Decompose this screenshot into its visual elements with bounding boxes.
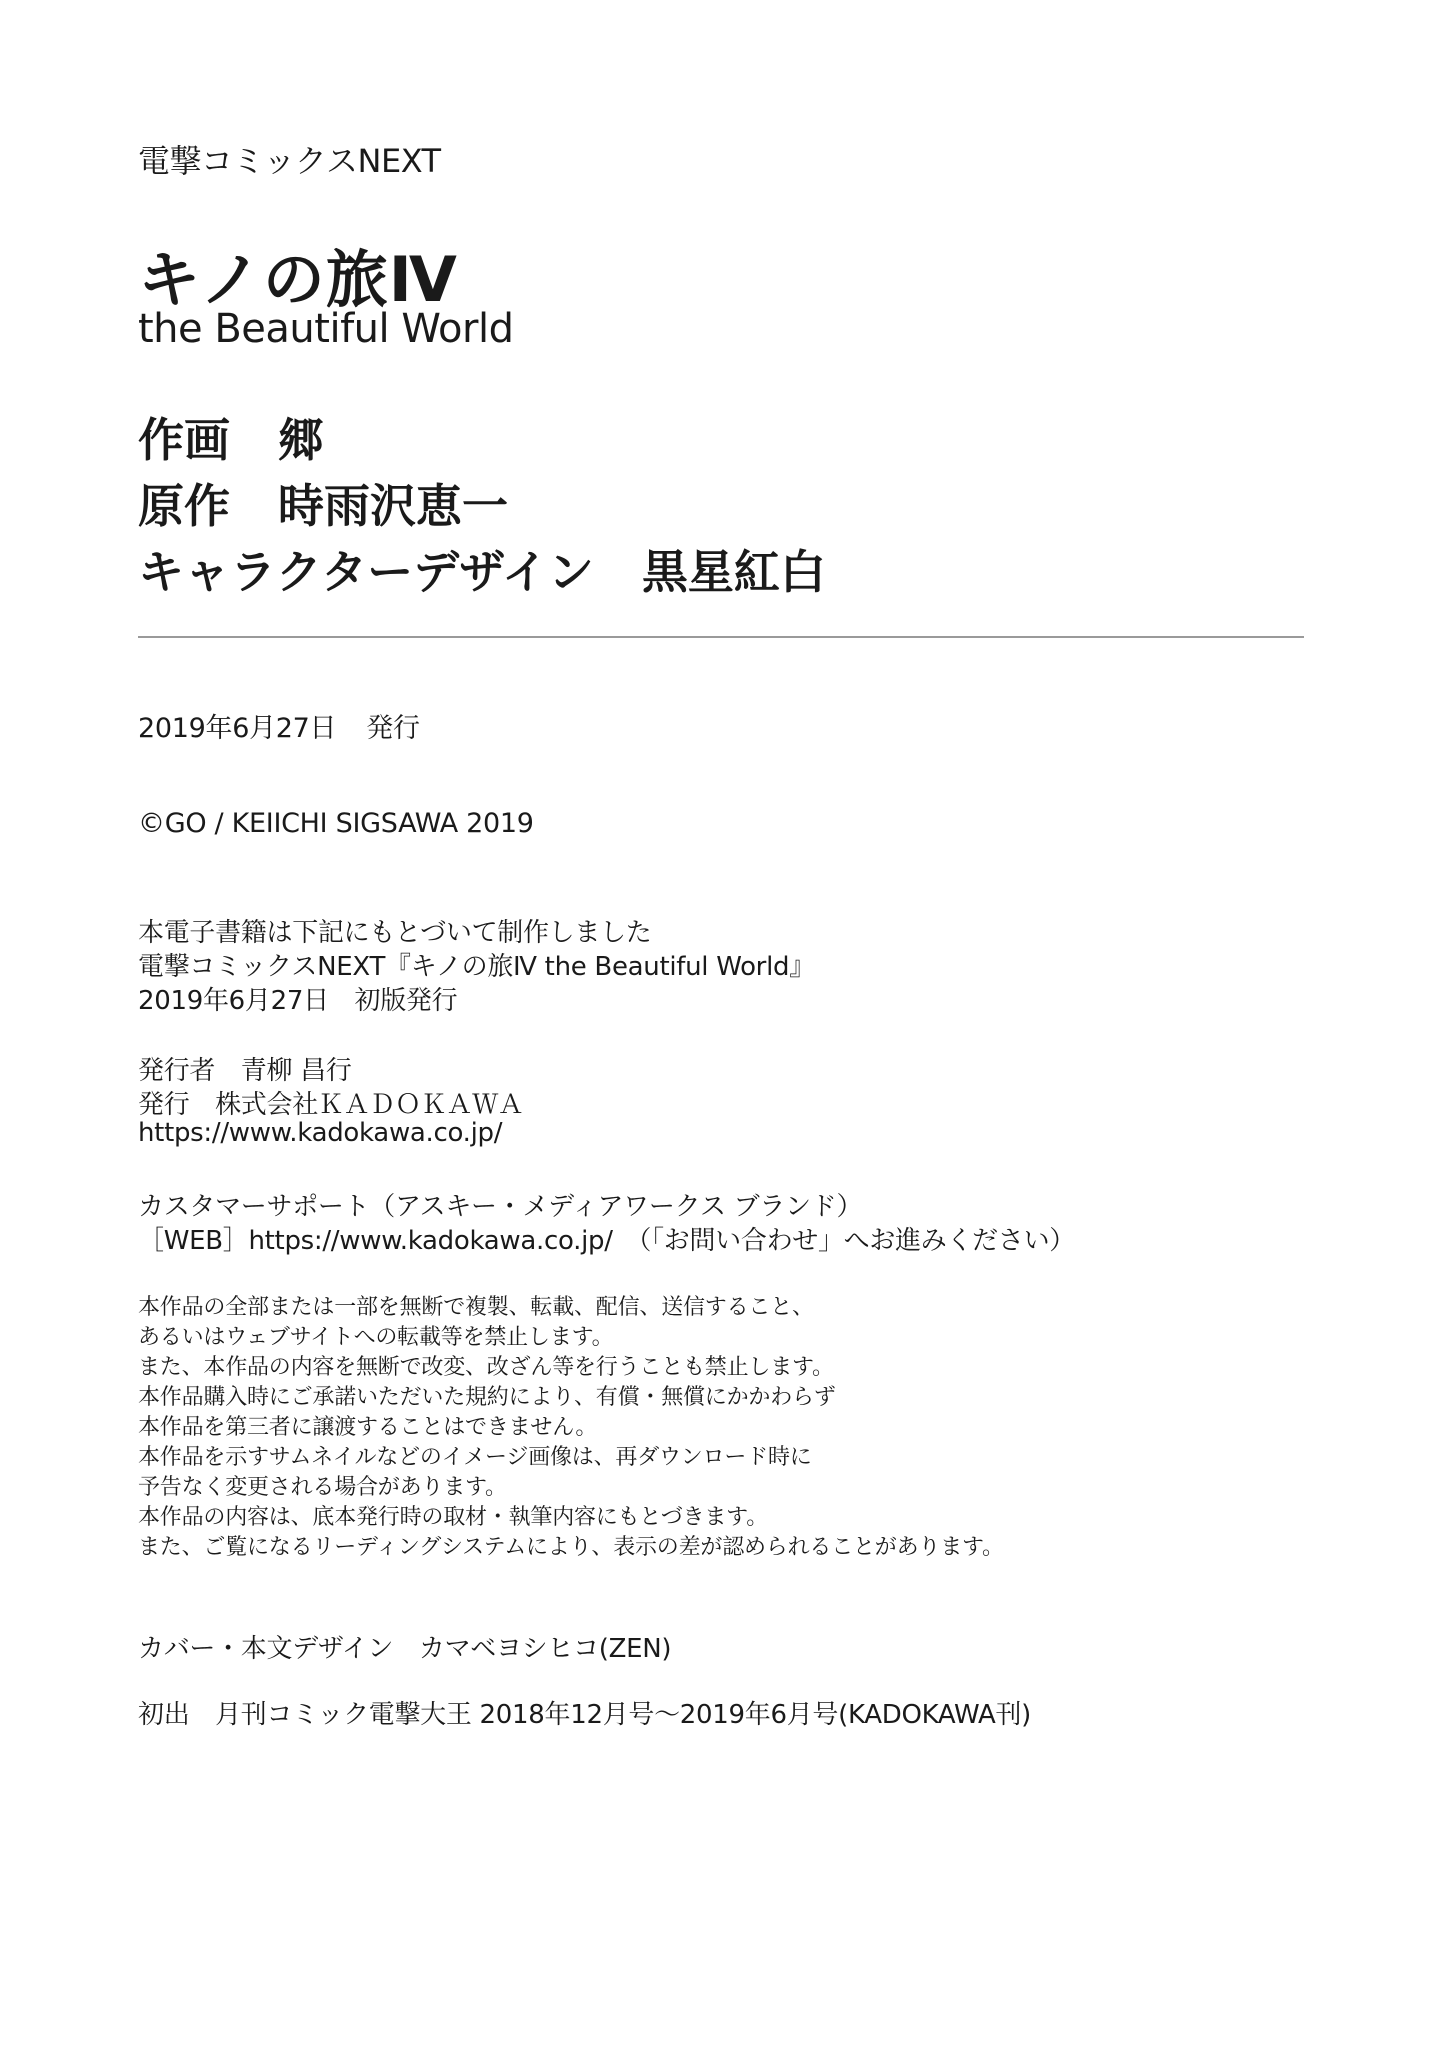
source-line: 2019年6月27日 初版発行: [138, 986, 458, 1016]
credit-name: 時雨沢恵一: [278, 479, 508, 533]
support-web-line[interactable]: ［WEB］https://www.kadokawa.co.jp/ （「お問い合わせ」へお進みください）: [138, 1226, 1075, 1256]
publisher-name-line: 発行者 青柳 昌行: [138, 1056, 352, 1086]
book-subtitle: the Beautiful World: [138, 306, 514, 352]
section-divider: [138, 636, 1304, 638]
notice-line: 本作品の内容は、底本発行時の取材・執筆内容にもとづきます。: [138, 1505, 769, 1530]
notice-line: 本作品を示すサムネイルなどのイメージ画像は、再ダウンロード時に: [138, 1445, 812, 1470]
notice-line: あるいはウェブサイトへの転載等を禁止します。: [138, 1325, 614, 1350]
notice-line: また、ご覧になるリーディングシステムにより、表示の差が認められることがあります。: [138, 1535, 1004, 1560]
publication-label: 発行: [366, 713, 420, 744]
notice-line: 本作品の全部または一部を無断で複製、転載、配信、送信すること、: [138, 1295, 814, 1320]
credit-role: 作画: [138, 413, 230, 467]
credit-role: 原作: [138, 479, 230, 533]
notice-line: また、本作品の内容を無断で改変、改ざん等を行うことも禁止します。: [138, 1355, 834, 1380]
credit-original-story: [138, 470, 508, 536]
source-line: 本電子書籍は下記にもとづいて制作しました: [138, 918, 652, 948]
first-appearance: 初出 月刊コミック電撃大王 2018年12月号～2019年6月号(KADOKAWA刊): [138, 1700, 1031, 1730]
publication-date: 2019年6月27日: [138, 713, 337, 744]
credit-character-design: [138, 536, 826, 602]
notice-line: 本作品を第三者に譲渡することはできません。: [138, 1415, 598, 1440]
support-title: カスタマーサポート（アスキー・メディアワークス ブランド）: [138, 1192, 863, 1222]
imprint-label: 電撃コミックスNEXT: [138, 142, 441, 180]
notice-line: 本作品購入時にご承諾いただいた規約により、有償・無償にかかわらず: [138, 1385, 836, 1410]
credit-art: [138, 404, 324, 470]
credit-role: キャラクターデザイン: [138, 545, 594, 599]
book-title: キノの旅Ⅳ: [138, 243, 458, 316]
source-line: 電撃コミックスNEXT『キノの旅Ⅳ the Beautiful World』: [138, 952, 815, 982]
design-credit: カバー・本文デザイン カマベヨシヒコ(ZEN): [138, 1634, 672, 1664]
publisher-company-line: 発行 株式会社ＫＡＤＯＫＡＷＡ: [138, 1090, 524, 1120]
publication-date-line: [138, 706, 420, 745]
credit-name: 黒星紅白: [641, 545, 826, 599]
notice-line: 予告なく変更される場合があります。: [138, 1475, 507, 1500]
copyright-line: ©GO / KEIICHI SIGSAWA 2019: [138, 808, 534, 839]
credit-name: 郷: [278, 413, 324, 467]
publisher-url-link[interactable]: https://www.kadokawa.co.jp/: [138, 1118, 503, 1148]
